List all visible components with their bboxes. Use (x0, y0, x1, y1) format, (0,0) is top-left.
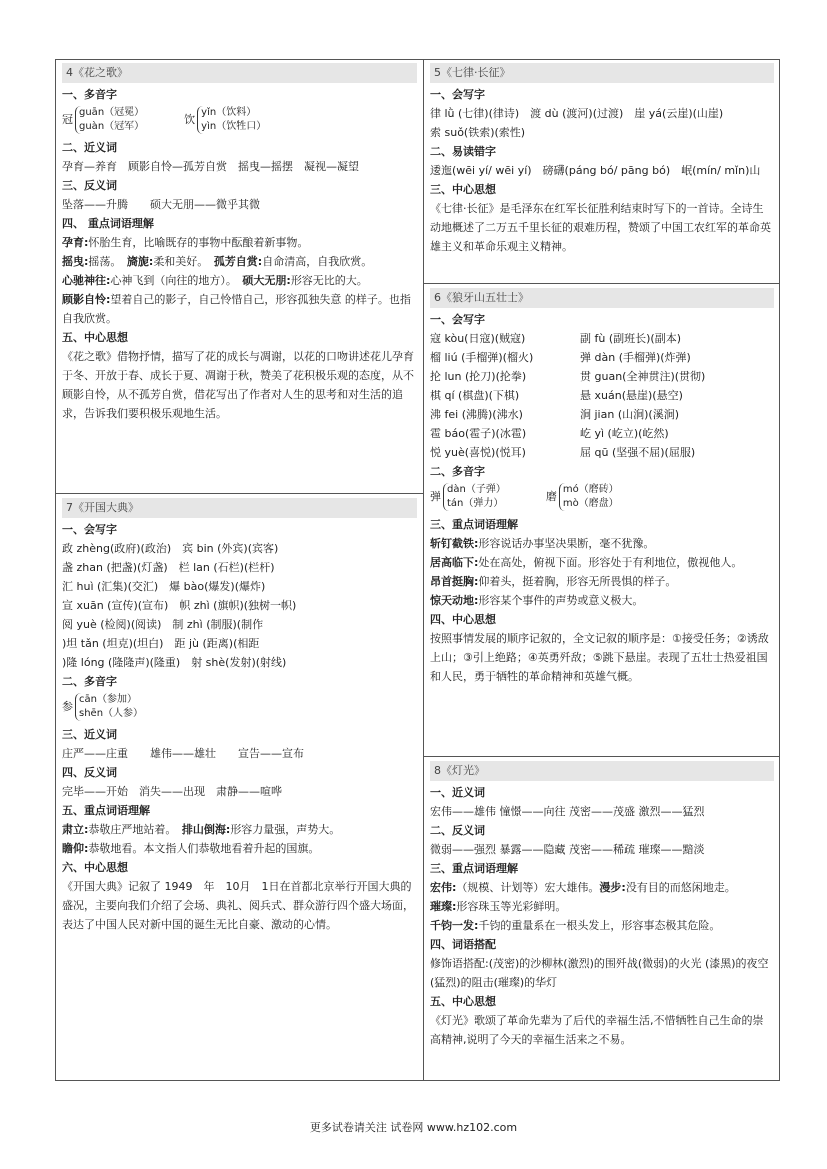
polyphone-char: 冠 (62, 113, 73, 126)
collocation-text: 修饰语搭配:(茂密)的沙柳林(激烈)的围歼战(微弱)的火光 (漆黑)的夜空(猛烈)的阻击(璀璨)的华灯 (430, 957, 769, 989)
definition (430, 591, 774, 610)
meaning: 摇荡。 (88, 255, 116, 268)
definition (62, 233, 417, 252)
heading: 三、重点词语理解 (430, 862, 518, 875)
polyphone-item (546, 483, 619, 511)
term: 硕大无朋: (242, 274, 291, 287)
meaning: 仰着头，挺着胸，形容无所畏惧的样子。 (478, 575, 677, 588)
polyphone-item (430, 483, 506, 511)
term: 璀璨: (430, 900, 457, 913)
meaning: 怀胎生育，比喻既存的事物中酝酿着新事物。 (88, 236, 309, 249)
lesson-7-section (56, 494, 423, 934)
polyphone-group (430, 483, 774, 511)
heading: 三、近义词 (62, 728, 117, 741)
definition (430, 553, 774, 572)
heading: 一、近义词 (430, 786, 485, 799)
brace-icon (559, 483, 619, 511)
meaning: 柔和美好。 (153, 255, 203, 268)
term: 居高临下: (430, 556, 479, 569)
heading: 五、重点词语理解 (62, 804, 150, 817)
word-line: 盏 zhan (把盏)(灯盏) 栏 lan (石栏)(栏杆) (62, 561, 275, 574)
definition (430, 897, 774, 916)
word-cell: 悬 xuán(悬崖)(悬空) (580, 389, 683, 402)
lesson-title: 7《开国大典》 (62, 498, 417, 518)
word-cell: 屈 qū (坚强不屈)(屈服) (580, 446, 696, 459)
lesson-title: 6《狼牙山五壮士》 (430, 288, 774, 308)
heading: 五、中心思想 (430, 995, 496, 1008)
central-idea: 《七律·长征》是毛泽东在红军长征胜利结束时写下的一首诗。全诗生动地概述了二万五千里长征的艰难历程，赞颂了中国工农红军的革命英雄主义和革命乐观主义精神。 (430, 202, 771, 253)
polyphone-char: 磨 (545, 490, 557, 503)
word-cell: 贯 guan(全神贯注)(贯彻) (580, 370, 706, 383)
lesson-title: 8《灯光》 (430, 761, 774, 781)
word-row (430, 329, 774, 348)
meaning: 形容某个事件的声势或意义极大。 (478, 594, 644, 607)
meaning: 恭敬庄严地站着。 (88, 823, 171, 836)
word-grid (430, 329, 774, 462)
definition (62, 290, 417, 328)
heading: 三、重点词语理解 (430, 518, 518, 531)
reading: yǐn（饮料） (201, 107, 257, 118)
heading: 一、多音字 (62, 88, 117, 101)
word-line: )坦 tǎn (坦克)(坦白) 距 jù (距离)(相距 (62, 637, 260, 650)
meaning: 没有目的而悠闲地走。 (625, 881, 736, 894)
synonyms-text: 宏伟——雄伟 憧憬——向往 茂密——茂盛 激烈——猛烈 (430, 805, 705, 818)
term: 宏伟: (430, 881, 457, 894)
meaning: （规模、计划等）宏大雄伟。 (456, 881, 600, 894)
word-row (430, 405, 774, 424)
brace-icon (443, 483, 506, 511)
heading: 二、多音字 (430, 465, 485, 478)
word-cell: 沸 fei (沸腾)(沸水) (430, 408, 523, 421)
lesson-4-section (56, 59, 423, 423)
heading: 五、中心思想 (62, 331, 128, 344)
word-line: 汇 huì (汇集)(交汇) 爆 bào(爆发)(爆炸) (62, 580, 266, 593)
antonyms-text: 完毕——开始 消失——出现 肃静——喧哗 (62, 785, 282, 798)
term: 心驰神往: (62, 274, 111, 287)
polyphone-item (62, 106, 144, 134)
heading: 六、中心思想 (62, 861, 128, 874)
term: 摇曳: (62, 255, 89, 268)
reading: cān（参加） (79, 694, 137, 705)
heading: 二、多音字 (62, 675, 117, 688)
meaning: 望着自己的影子，自己怜惜自己，形容孤独失意 的样子。也指自我欣赏。 (62, 293, 411, 325)
heading: 一、会写字 (62, 523, 117, 536)
word-row (430, 348, 774, 367)
polyphone-item (184, 106, 266, 134)
meaning: 心神飞到（向往的地方）。 (110, 274, 232, 287)
word-cell: 寇 kòu(日寇)(贼寇) (430, 332, 526, 345)
definition (62, 839, 417, 858)
term: 惊天动地: (430, 594, 479, 607)
meaning: 恭敬地看。本文指人们恭敬地看着升起的国旗。 (88, 842, 320, 855)
word-line: 阅 yuè (检阅)(阅读) 制 zhì (制服)(制作 (62, 618, 264, 631)
heading: 三、中心思想 (430, 183, 496, 196)
heading: 四、反义词 (62, 766, 117, 779)
term: 孕育: (62, 236, 89, 249)
reading: yìn（饮牲口） (201, 121, 267, 132)
lesson-6-section (424, 284, 780, 686)
word-line: 宣 xuān (宣传)(宣布) 帜 zhì (旗帜)(独树一帜) (62, 599, 297, 612)
definition (62, 820, 417, 839)
word-cell: 涧 jian (山涧)(溪涧) (580, 408, 679, 421)
term: 排山倒海: (181, 823, 231, 836)
polyphone-char: 参 (62, 700, 73, 713)
definition (430, 878, 774, 897)
heading: 二、反义词 (430, 824, 485, 837)
word-cell: 榴 liú (手榴弹)(榴火) (430, 351, 534, 364)
word-line: 逶迤(wēi yí/ wēi yí) 磅礴(páng bó/ pāng bó) 岷(mín/ mǐn)山 (430, 164, 761, 177)
term: 漫步: (599, 881, 626, 894)
definition (62, 271, 417, 290)
term: 瞻仰: (62, 842, 89, 855)
definition (62, 252, 417, 271)
lesson-5-section (424, 59, 780, 256)
brace-icon (197, 106, 266, 134)
term: 千钧一发: (430, 919, 479, 932)
word-cell: 副 fù (副班长)(副本) (580, 332, 682, 345)
meaning: 形容珠玉等光彩鲜明。 (456, 900, 567, 913)
term: 肃立: (62, 823, 89, 836)
meaning: 形容无比的大。 (290, 274, 368, 287)
meaning: 千钧的重量系在一根头发上，形容事态极其危险。 (478, 919, 721, 932)
word-row (430, 386, 774, 405)
term: 顾影自怜: (62, 293, 111, 306)
word-cell: 屹 yì (屹立)(屹然) (580, 427, 669, 440)
word-line: 律 lǜ (七律)(律诗) 渡 dù (渡河)(过渡) 崖 yá(云崖)(山崖) (430, 107, 724, 120)
polyphone-group (62, 693, 417, 721)
word-line: )隆 lóng (隆隆声)(隆重) 射 shè(发射)(射线) (62, 656, 287, 669)
lesson-title: 5《七律·长征》 (430, 63, 774, 83)
term: 孤芳自赏: (213, 255, 263, 268)
central-idea: 按照事情发展的顺序记叙的，全文记叙的顺序是：①接受任务；②诱敌上山；③引上绝路；④英勇歼敌；⑤跳下悬崖。表现了五壮士热爱祖国和人民，勇于牺牲的革命精神和英雄气概。 (430, 632, 769, 683)
heading: 四、词语搭配 (430, 938, 496, 951)
meaning: 形容力量强，声势大。 (230, 823, 341, 836)
reading: mò（磨盘） (562, 498, 619, 509)
reading: dàn（子弹） (447, 484, 506, 495)
polyphone-group (62, 106, 417, 134)
synonyms-text: 庄严——庄重 雄伟——雄壮 宣告——宣布 (62, 747, 304, 760)
word-cell: 棋 qí (棋盘)(下棋) (430, 389, 520, 402)
definition (430, 572, 774, 591)
heading: 二、易读错字 (430, 145, 496, 158)
synonyms-text: 孕育—养育 顾影自怜—孤芳自赏 摇曳—摇摆 凝视—凝望 (62, 160, 359, 173)
polyphone-char: 饮 (184, 113, 196, 126)
central-idea: 《灯光》歌颂了革命先辈为了后代的幸福生活,不惜牺牲自己生命的崇高精神,说明了今天的幸福生活来之不易。 (430, 1014, 764, 1046)
polyphone-char: 弹 (430, 490, 441, 503)
word-row (430, 443, 774, 462)
heading: 一、会写字 (430, 313, 485, 326)
meaning: 处在高处，俯视下面。形容处于有利地位，傲视他人。 (478, 556, 743, 569)
definition (430, 534, 774, 553)
term: 昂首挺胸: (430, 575, 479, 588)
word-cell: 抡 lun (抡刀)(抡拳) (430, 370, 527, 383)
word-cell: 悦 yuè(喜悦)(悦耳) (430, 446, 526, 459)
central-idea: 《开国大典》记叙了 1949 年 10月 1日在首都北京举行开国大典的盛况，主要向我们介绍了会场、典礼、阅兵式、群众游行四个盛大场面，表达了中国人民对新中国的诞生无比自豪、激动的心情。 (62, 880, 414, 931)
word-row (430, 424, 774, 443)
antonyms-text: 微弱——强烈 暴露——隐藏 茂密——稀疏 璀璨——黯淡 (430, 843, 705, 856)
lesson-title: 4《花之歌》 (62, 63, 417, 83)
reading: tán（弹力） (447, 498, 504, 509)
brace-icon (75, 106, 144, 134)
term: 斩钉截铁: (430, 537, 479, 550)
heading: 四、中心思想 (430, 613, 496, 626)
meaning: 形容说话办事坚决果断，毫不犹豫。 (478, 537, 655, 550)
reading: guān（冠冕） (79, 107, 145, 118)
heading: 四、 重点词语理解 (62, 217, 154, 230)
polyphone-item (62, 693, 143, 721)
definition (430, 916, 774, 935)
brace-icon (75, 693, 143, 721)
heading: 三、反义词 (62, 179, 117, 192)
reading: guàn（冠军） (79, 121, 145, 132)
heading: 一、会写字 (430, 88, 485, 101)
meaning: 自命清高，自我欣赏。 (262, 255, 373, 268)
word-row (430, 367, 774, 386)
word-line: 政 zhèng(政府)(政治) 宾 bin (外宾)(宾客) (62, 542, 279, 555)
lesson-8-section (424, 757, 780, 1049)
word-cell: 弹 dàn (手榴弹)(炸弹) (580, 351, 691, 364)
antonyms-text: 坠落——升腾 硕大无朋——微乎其微 (62, 198, 260, 211)
central-idea: 《花之歌》借物抒情，描写了花的成长与凋谢，以花的口吻讲述花儿孕育于冬、开放于春、成长于夏、凋谢于秋，赞美了花积极乐观的态度，从不顾影自怜，从不孤芳自赏，借花写出了作者对人生的思考和对生活的追求，告诉我们要积极乐观地生活。 (62, 350, 414, 420)
word-cell: 雹 báo(雹子)(冰雹) (430, 427, 527, 440)
heading: 二、近义词 (62, 141, 117, 154)
reading: shēn（人参） (79, 708, 144, 719)
reading: mó（磨砖） (562, 484, 619, 495)
footer-note: 更多试卷请关注 试卷网 www.hz102.com (309, 1121, 518, 1134)
term: 旖旎: (126, 255, 154, 268)
word-line: 索 suǒ(铁索)(索性) (430, 126, 526, 139)
